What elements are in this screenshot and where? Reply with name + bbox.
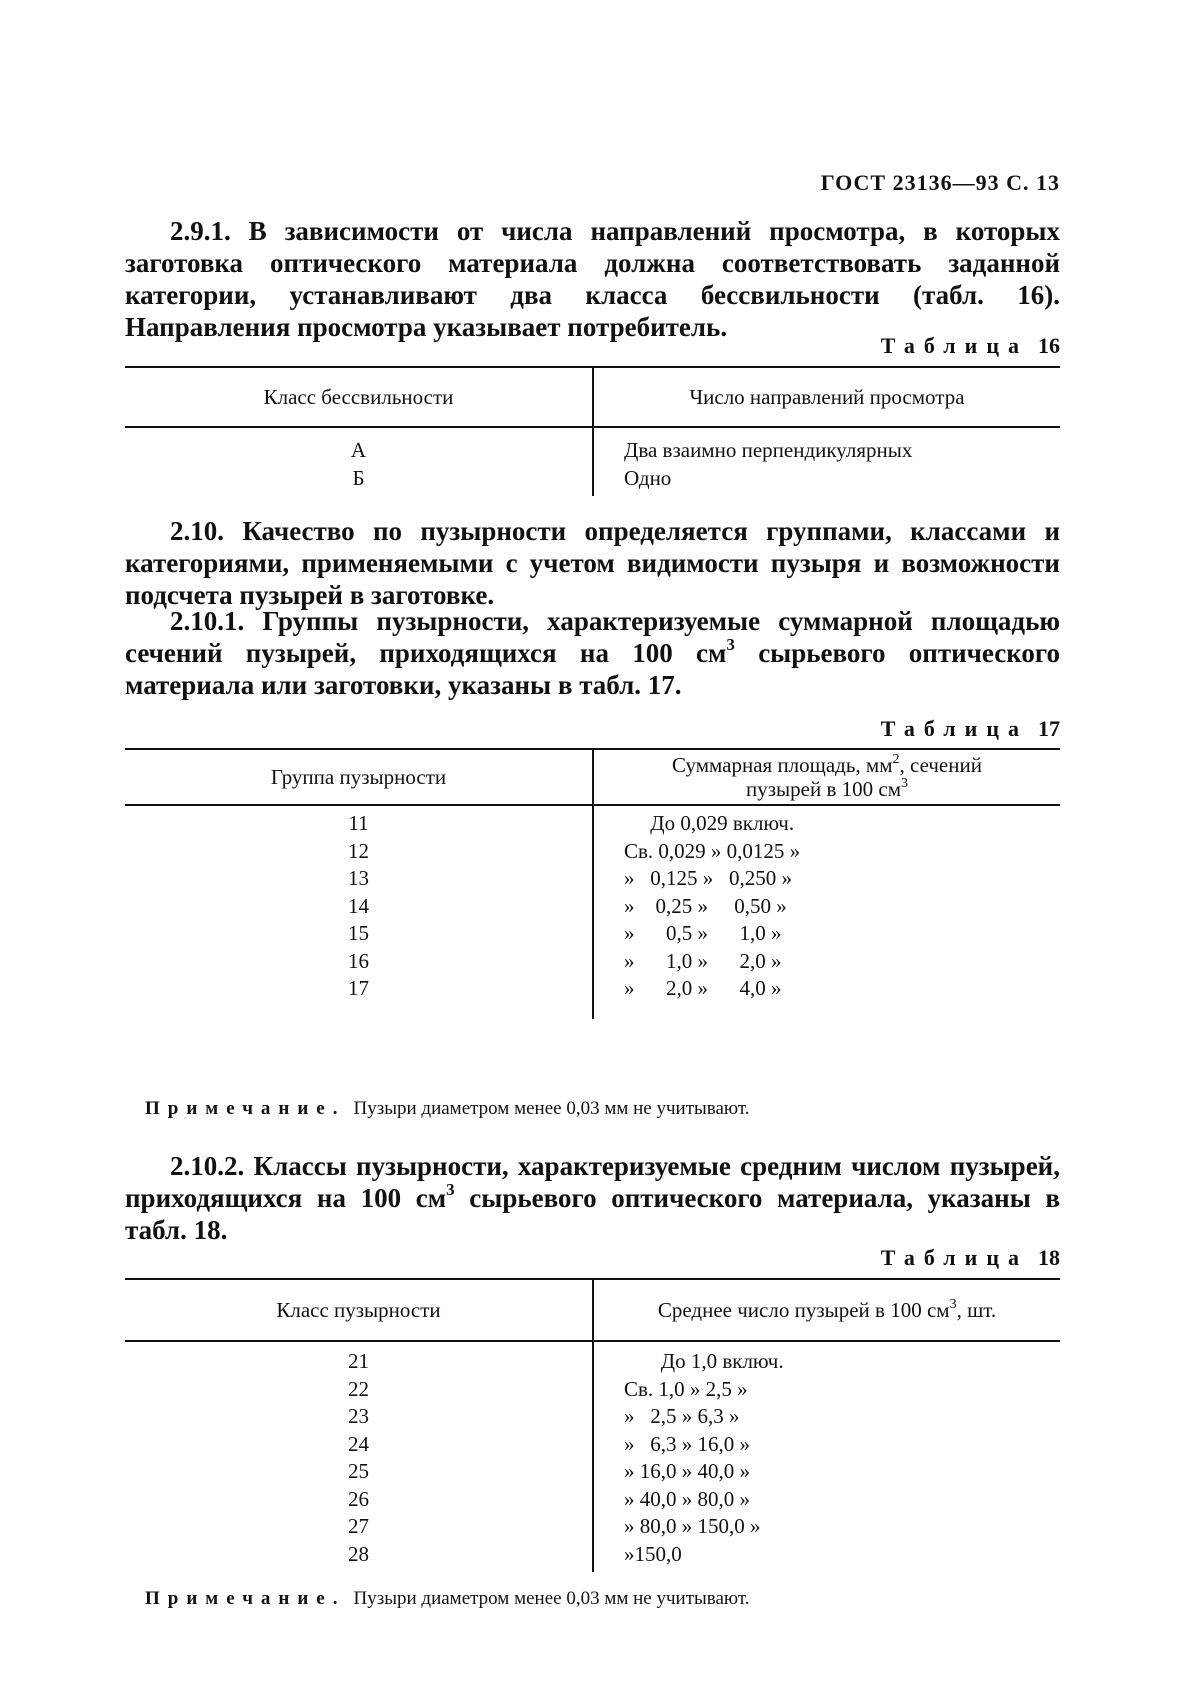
table-18-class: 28	[348, 1541, 369, 1566]
table-16-value: Два взаимно перпендикулярных	[624, 438, 913, 462]
table-17-value: » 1,0 » 2,0 »	[624, 948, 782, 973]
table-18-class: 23	[348, 1404, 369, 1428]
table-18-header-class: Класс пузырности	[125, 1279, 593, 1341]
table-16-header-directions: Число направлений просмотра	[593, 367, 1060, 427]
table-18	[125, 1278, 1060, 1572]
table-18-value: » 16,0 » 40,0 »	[624, 1459, 750, 1483]
table-18-value: » 80,0 » 150,0 »	[624, 1514, 761, 1538]
paragraph-2-10-1: 2.10.1. Группы пузырности, характеризуемые суммарной площадью сечений пузырей, приходящихся на 100 $см^3$ сырьевого оптического материала или заготовки, указаны в табл. 17.	[125, 606, 1060, 700]
table-16-caption: Таблица 16	[880, 333, 1060, 358]
table-16-class: Б	[352, 466, 365, 490]
table-17-caption: Таблица 17	[880, 716, 1060, 741]
table-18-note: Примечание. Пузыри диаметром менее 0,03 мм не учитывают.	[145, 1588, 750, 1609]
table-16	[125, 366, 1060, 496]
table-17-group: 17	[348, 976, 369, 1000]
table-17-value: » 2,0 » 4,0 »	[624, 976, 782, 1000]
table-17-header-group: Группа пузырности	[125, 749, 593, 805]
table-18-class: 24	[348, 1431, 369, 1456]
table-17-value: » 0,5 » 1,0 »	[624, 921, 782, 945]
table-18-value: До 1,0 включ.	[624, 1349, 784, 1373]
paragraph-2-9-1: 2.9.1. В зависимости от числа направлений просмотра, в которых заготовка оптического материала должна соответствовать заданной категории, устанавливают два класса бессвильности (табл. 16). Направления просмотра указывает потребитель.	[125, 216, 1060, 342]
table-18-class: 26	[348, 1486, 369, 1511]
table-17-note: Примечание. Пузыри диаметром менее 0,03 мм не учитывают.	[145, 1098, 750, 1119]
table-16-header-class: Класс бессвильности	[125, 367, 593, 427]
table-17-value: » 0,25 » 0,50 »	[624, 893, 787, 918]
table-18-value: » 6,3 » 16,0 »	[624, 1431, 750, 1456]
table-18-value: Св. 1,0 » 2,5 »	[624, 1376, 748, 1401]
table-18-class: 25	[348, 1459, 369, 1483]
table-17-group: 15	[348, 921, 369, 945]
table-17-value: Св. 0,029 » 0,0125 »	[624, 838, 801, 863]
table-18-value: » 40,0 » 80,0 »	[624, 1486, 750, 1511]
table-17-header-area: Суммарная площадь, $мм^2$, сечений пузырей в 100 $см^3$	[593, 749, 1060, 805]
paragraph-2-10-2: 2.10.2. Классы пузырности, характеризуемые средним числом пузырей, приходящихся на 100 $см^3$ сырьевого оптического материала, указаны в табл. 18.	[125, 1151, 1060, 1245]
table-16-class: А	[350, 438, 367, 462]
table-17	[125, 748, 1060, 1019]
table-18-class: 22	[348, 1376, 369, 1401]
table-18-value: » 2,5 » 6,3 »	[624, 1404, 740, 1428]
table-17-value: До 0,029 включ.	[624, 811, 795, 835]
page-header: ГОСТ 23136—93 С. 13	[820, 170, 1060, 195]
table-18-header-count: Среднее число пузырей в 100 $см^3$, шт.	[593, 1279, 1060, 1341]
table-17-value: » 0,125 » 0,250 »	[624, 866, 792, 890]
paragraph-2-10: 2.10. Качество по пузырности определяется группами, классами и категориями, применяемыми с учетом видимости пузыря и возможности подсчета пузырей в заготовке.	[125, 516, 1060, 610]
table-17-group: 16	[348, 948, 369, 973]
table-17-group: 11	[348, 811, 369, 835]
table-18-class: 21	[348, 1349, 369, 1373]
table-17-group: 14	[348, 893, 369, 918]
table-16-value: Одно	[624, 466, 672, 490]
table-18-value: »150,0	[624, 1541, 682, 1566]
table-17-group: 12	[348, 838, 369, 863]
table-18-class: 27	[348, 1514, 369, 1538]
table-18-caption: Таблица 18	[880, 1245, 1060, 1270]
table-17-group: 13	[348, 866, 369, 890]
